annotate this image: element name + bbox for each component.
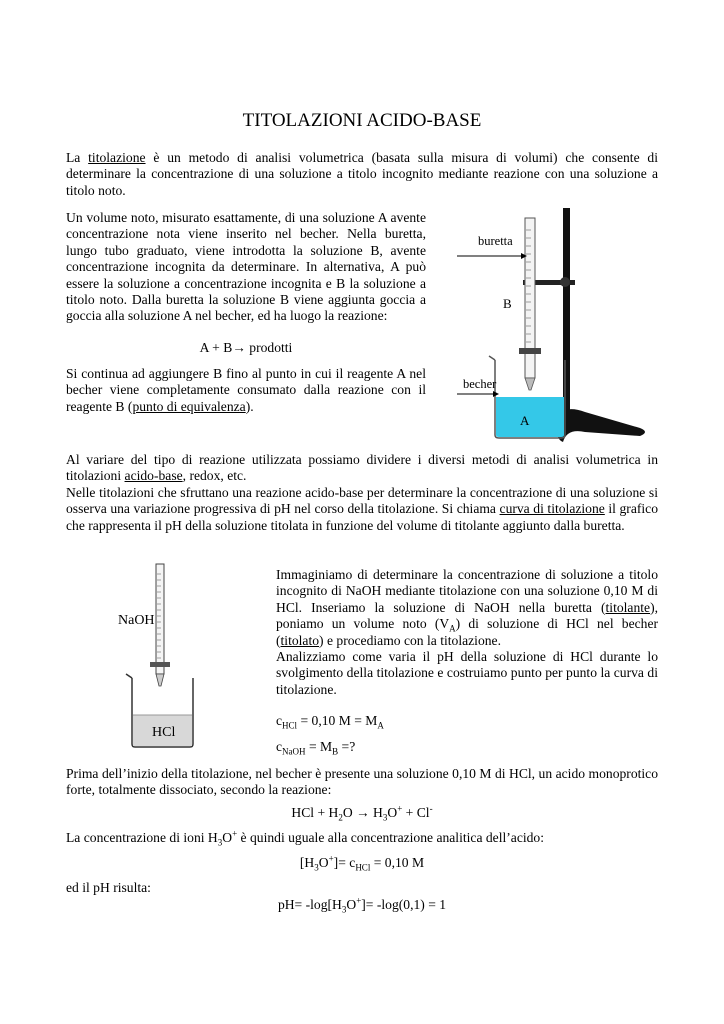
eq1-c: c: [276, 713, 283, 728]
label-b: B: [503, 296, 512, 311]
term-acido-base: acido-base: [124, 468, 183, 484]
stopcock: [519, 348, 541, 354]
r2: O → H: [342, 805, 383, 820]
intro-text-rest: è un metodo di analisi volumetrica (basata sulla misura di volumi) che consente di determinare la concentrazione di una soluzione a titolo incognito mediante reazione con una soluzione a titolo noto.: [66, 150, 658, 198]
titration-types-paragraph: [66, 452, 658, 485]
example-text-d: ) di soluzione di HCl nel becher (: [276, 616, 659, 648]
e1-sub-hcl: HCl: [355, 862, 371, 873]
r1-sub: 2: [338, 812, 343, 823]
label-a: A: [520, 413, 530, 428]
eq2-c: c: [276, 739, 283, 754]
arrow-icon: →: [232, 340, 246, 355]
naoh-burette: [156, 564, 164, 674]
intro-text-start: La: [66, 150, 81, 165]
eq2-rest: = M: [305, 739, 333, 754]
curve-text-c: il grafico che rappresenta il pH della soluzione titolata in funzione del volume di titolante aggiunto dalla buretta.: [66, 501, 658, 533]
e2-sub: 3: [341, 904, 347, 915]
label-becher: becher: [463, 377, 497, 391]
e1b: O: [318, 855, 329, 870]
equivalence-text-c: ).: [245, 398, 254, 414]
e1c: ]= c: [333, 855, 356, 870]
p2a: La concentrazione di ioni H: [66, 830, 218, 845]
reaction-right: prodotti: [245, 340, 293, 355]
r2-sub: 3: [382, 812, 388, 823]
initial-state-paragraph: Prima dell’inizio della titolazione, nel becher è presente una soluzione 0,10 M di HCl, un acido monoprotico forte, totalmente dissociato, secondo la reazione:: [66, 766, 658, 798]
titration-curve-paragraph: [66, 485, 658, 534]
eq1-rest: = 0,10 M = M: [297, 713, 378, 728]
example-text-f: ) e procediamo con la titolazione.: [319, 632, 501, 648]
r4: + Cl: [402, 805, 430, 820]
equivalence-paragraph: [66, 366, 426, 415]
eq1-sub: HCl: [282, 720, 298, 731]
reaction-equation: [66, 340, 426, 356]
e1-sub: 3: [314, 862, 319, 873]
p2-sub: 3: [217, 837, 223, 848]
example-paragraph: [276, 567, 658, 649]
ph-equation: [66, 897, 658, 913]
types-text-c: , redox, etc.: [182, 468, 247, 484]
term-curva-di-titolazione: curva di titolazione: [499, 501, 605, 517]
r3: O: [387, 805, 398, 820]
stand-rod: [563, 208, 570, 428]
page-title: TITOLAZIONI ACIDO-BASE: [242, 110, 482, 131]
r4-sup: -: [429, 803, 433, 814]
reaction-left: A + B: [199, 340, 233, 355]
curve-text-a: Nelle titolazioni che sfruttano una reazione acido-base per determinare la concentrazione di una soluzione si osserva una variazione progressiva di pH nel corso della titolazione. Si chiama: [66, 485, 658, 517]
r1: HCl + H: [291, 805, 339, 820]
analysis-paragraph: Analizziamo come varia il pH della soluzione di HCl durante lo svolgimento della titolazione e costruiamo punto per punto la curva di titolazione.: [276, 649, 658, 697]
example-text-a: Immaginiamo di determinare la concentrazione di soluzione a titolo incognito di NaOH mediante titolazione con una soluzione 0,10 M di HCl. Inseriamo la soluzione di NaOH nella buretta (: [276, 567, 658, 615]
term-titolazione: titolazione: [88, 150, 146, 165]
equation-c-hcl: [276, 713, 384, 729]
p2-sup: +: [232, 828, 238, 839]
ph-intro: ed il pH risulta:: [66, 880, 151, 895]
e2b: O: [346, 897, 357, 912]
types-text-a: Al variare del tipo di reazione utilizzata possiamo dividere i diversi metodi di analisi volumetrica in titolazioni: [66, 452, 658, 484]
eq1-sub2: A: [377, 720, 384, 731]
solution-a-liquid: [496, 397, 564, 437]
stand-base: [555, 409, 645, 442]
p2b: O: [222, 830, 233, 845]
label-hcl: HCl: [152, 725, 176, 740]
dissociation-equation: [66, 805, 658, 821]
burette-description: Un volume noto, misurato esattamente, di una soluzione A avente concentrazione nota viene inserito nel becher. Nella buretta, lungo tubo graduato, viene introdotta la soluzione B, avente concentrazione incognita da determinare. In alternativa, A può essere la soluzione a concentrazione incognita e B la soluzione a titolo noto. Dalla buretta la soluzione B viene aggiunta goccia a goccia alla soluzione A nel becher, ed ha luogo la reazione:: [66, 210, 426, 324]
concentration-paragraph: [66, 830, 658, 846]
label-buretta: buretta: [478, 234, 513, 248]
term-titolante: titolante: [605, 599, 651, 615]
e1d: = 0,10 M: [370, 855, 425, 870]
naoh-hcl-figure: [110, 560, 210, 750]
subscript-a: A: [449, 623, 456, 634]
equivalence-text-a: Si continua ad aggiungere B fino al punto in cui il reagente A nel becher viene completamente consumato dalla reazione con il reagente B (: [66, 366, 426, 414]
e1-sup: +: [328, 853, 334, 864]
eq2-end: =?: [338, 739, 356, 754]
e2-sup: +: [356, 895, 362, 906]
label-naoh: NaOH: [118, 613, 155, 628]
e1a: [H: [299, 855, 315, 870]
eq2-sub2: B: [332, 746, 339, 757]
h3o-equation: [66, 855, 658, 871]
intro-paragraph: [66, 150, 658, 199]
term-punto-di-equivalenza: punto di equivalenza: [132, 398, 246, 414]
term-titolato: titolato: [280, 632, 320, 648]
e2c: ]= -log(0,1) = 1: [361, 897, 447, 912]
eq2-sub: NaOH: [282, 746, 306, 757]
example-text-c: ), poniamo un volume noto (V: [276, 599, 658, 632]
e2a: pH= -log[H: [277, 897, 342, 912]
p2c: è quindi uguale alla concentrazione analitica dell’acido:: [237, 830, 545, 845]
r3-sup: +: [397, 803, 403, 814]
equation-c-naoh: [276, 739, 355, 755]
